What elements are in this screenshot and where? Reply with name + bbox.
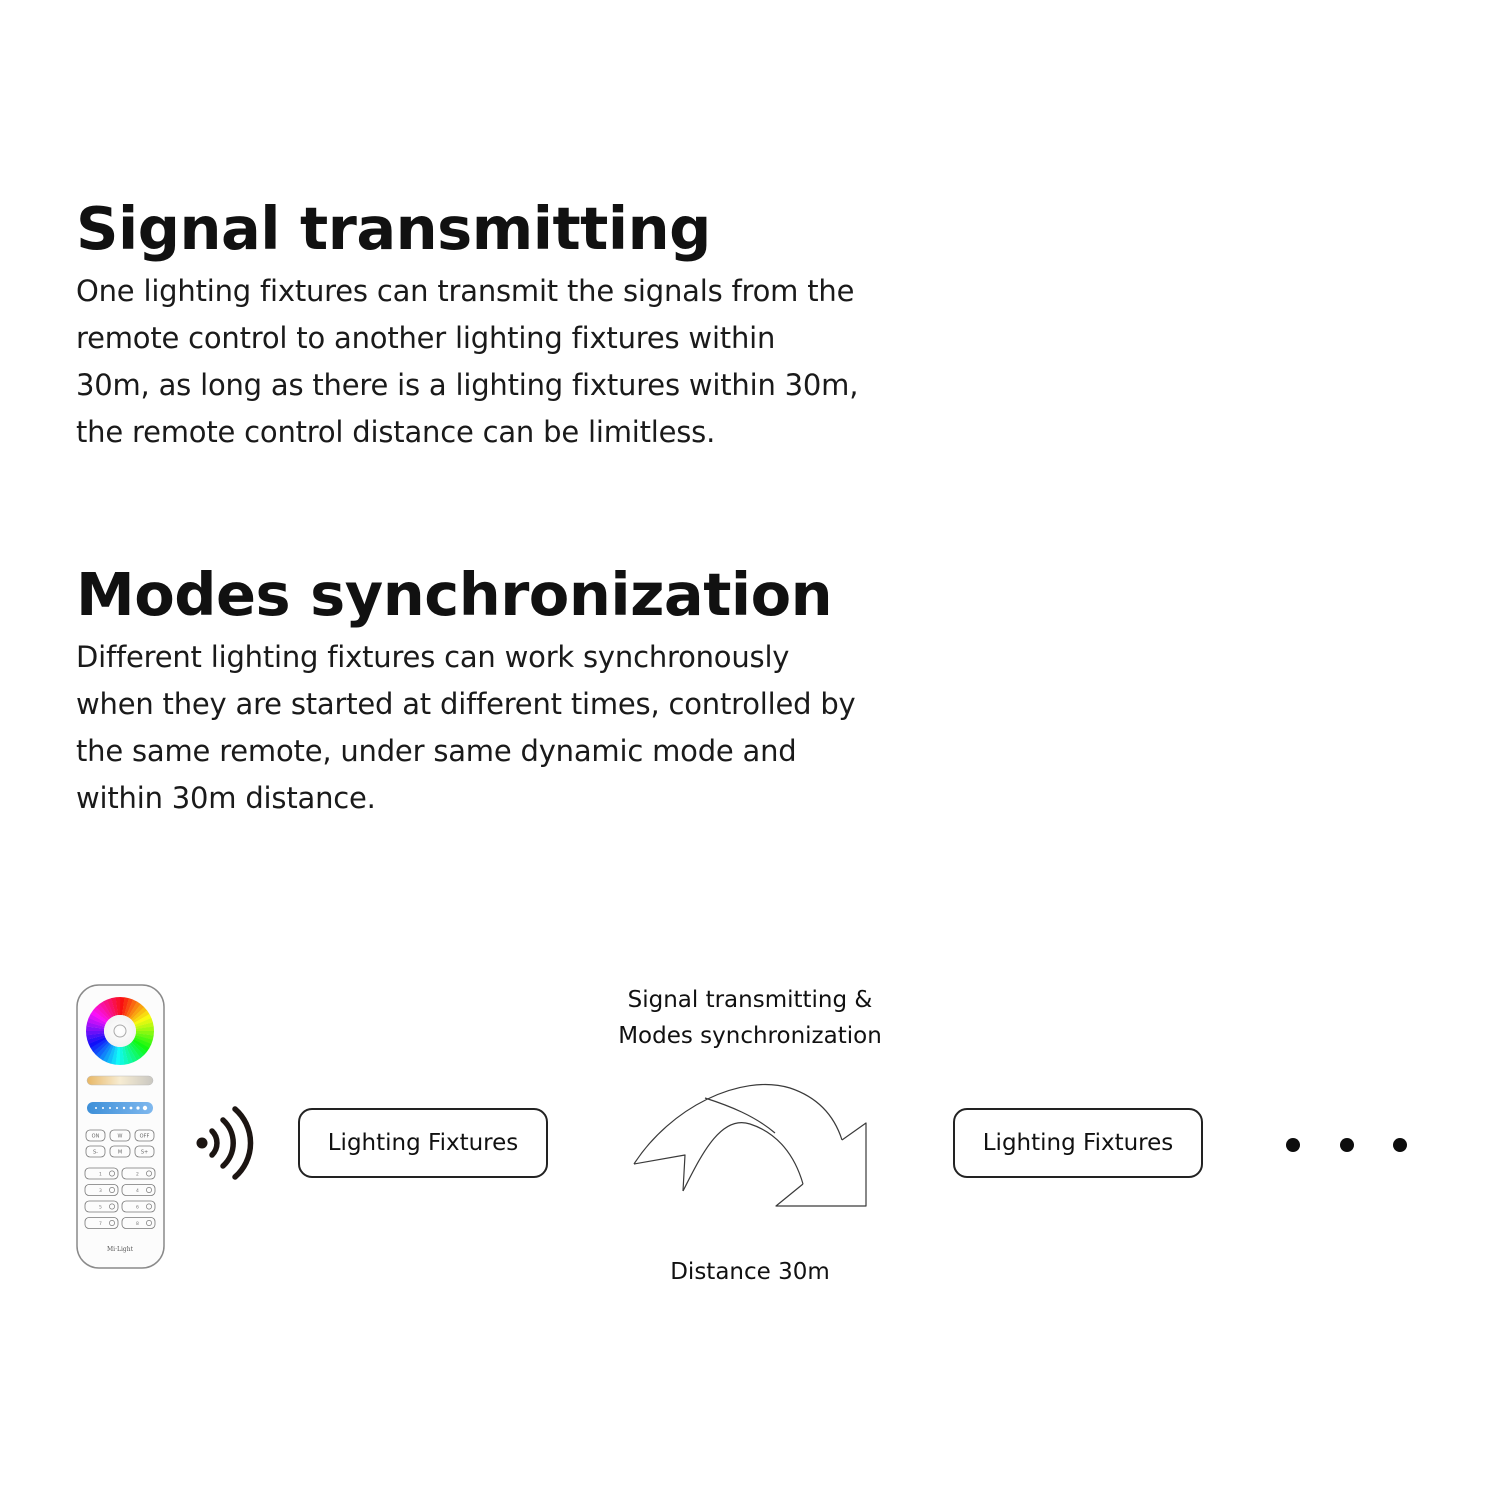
lighting-fixture-box-2 <box>953 1108 1203 1178</box>
body-line: within 30m distance. <box>76 781 376 815</box>
remote-zone-label: 1 <box>99 1172 102 1178</box>
body-line: Different lighting fixtures can work synchronously <box>76 640 790 674</box>
remote-zone-label: 7 <box>99 1222 102 1228</box>
remote-zone-label: 3 <box>99 1189 102 1195</box>
ellipsis-dot <box>1340 1138 1354 1152</box>
remote-button-s-plus: S+ <box>140 1149 149 1156</box>
remote-control-icon <box>76 984 166 1270</box>
lighting-fixture-box-1 <box>298 1108 548 1178</box>
section-title: Modes synchronization <box>76 560 833 629</box>
ellipsis-dot <box>1393 1138 1407 1152</box>
body-line: remote control to another lighting fixtures within <box>76 321 776 355</box>
ellipsis-dot <box>1286 1138 1300 1152</box>
body-line: the remote control distance can be limitless. <box>76 415 716 449</box>
section-title: Signal transmitting <box>76 194 711 263</box>
section-modes-synchronization <box>76 562 976 822</box>
section-body <box>76 634 976 822</box>
section-body <box>76 268 976 456</box>
arrow-caption <box>560 982 940 1054</box>
remote-zone-label: 8 <box>136 1222 139 1228</box>
body-line: when they are started at different times, controlled by <box>76 687 856 721</box>
remote-zone-label: 5 <box>99 1205 102 1211</box>
caption-line: Modes synchronization <box>618 1023 882 1049</box>
remote-button-m: M <box>117 1149 123 1156</box>
wireless-signal-icon <box>192 1104 258 1184</box>
fixture-label: Lighting Fixtures <box>982 1130 1174 1156</box>
curved-arrow-icon <box>630 1078 870 1210</box>
remote-button-s-minus: S- <box>93 1149 98 1156</box>
section-signal-transmitting <box>76 196 976 456</box>
body-line: the same remote, under same dynamic mode and <box>76 734 797 768</box>
caption-line: Signal transmitting & <box>627 987 873 1013</box>
remote-brand: Mi·Light <box>107 1246 133 1253</box>
remote-zone-label: 4 <box>136 1189 139 1195</box>
remote-zone-label: 6 <box>136 1205 139 1211</box>
fixture-label: Lighting Fixtures <box>327 1130 519 1156</box>
distance-label: Distance 30m <box>670 1259 830 1285</box>
body-line: 30m, as long as there is a lighting fixtures within 30m, <box>76 368 859 402</box>
remote-zone-label: 2 <box>136 1172 139 1178</box>
remote-button-on: ON <box>91 1133 100 1140</box>
remote-button-w: W <box>117 1133 123 1140</box>
remote-button-off: OFF <box>139 1133 150 1140</box>
body-line: One lighting fixtures can transmit the signals from the <box>76 274 855 308</box>
